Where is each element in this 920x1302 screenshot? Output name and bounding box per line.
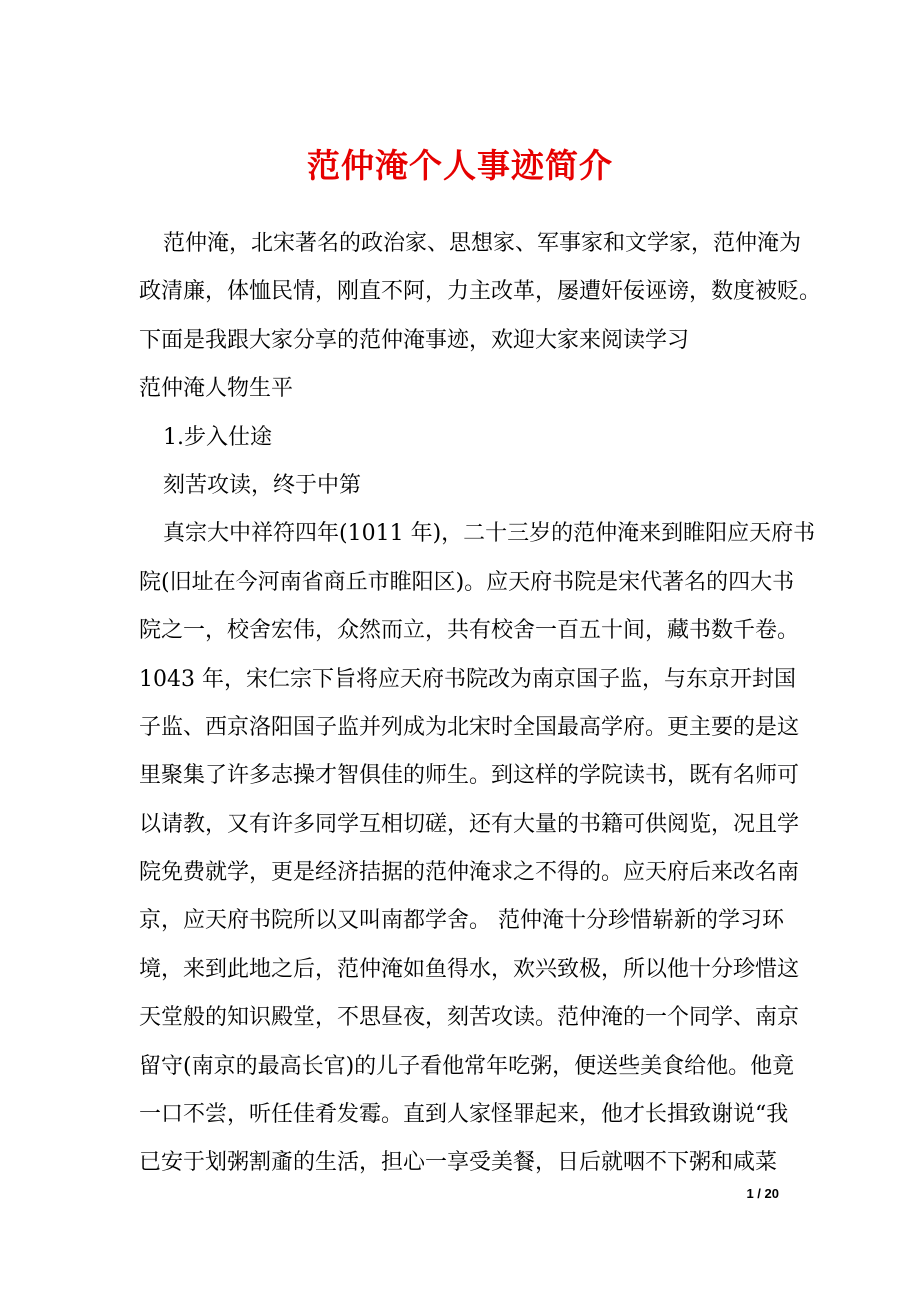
paragraph-line: 院(旧址在今河南省商丘市睢阳区)。应天府书院是宋代著名的四大书 — [139, 569, 795, 595]
page-indicator: 1 / 20 — [746, 1186, 779, 1201]
paragraph-line: 政清廉，体恤民情，刚直不阿，力主改革，屡遭奸佞诬谤，数度被贬。 — [139, 279, 822, 305]
paragraph-line: 里聚集了许多志操才智俱佳的师生。到这样的学院读书，既有名师可 — [139, 763, 800, 789]
paragraph-line: 子监、西京洛阳国子监并列成为北宋时全国最高学府。更主要的是这 — [139, 714, 800, 740]
subsection-heading: 1.步入仕途 — [163, 424, 272, 450]
section-heading: 范仲淹人物生平 — [139, 376, 294, 402]
document-body — [139, 220, 822, 1188]
paragraph-line: 院之一，校舍宏伟，众然而立，共有校舍一百五十间，藏书数千卷。 — [139, 618, 800, 644]
paragraph-line: 1043 年，宋仁宗下旨将应天府书院改为南京国子监，与东京开封国 — [139, 666, 796, 692]
paragraph-line: 境，来到此地之后，范仲淹如鱼得水，欢兴致极，所以他十分珍惜这 — [139, 956, 800, 982]
subsection-subtitle: 刻苦攻读，终于中第 — [163, 472, 362, 498]
paragraph-line: 以请教，又有许多同学互相切磋，还有大量的书籍可供阅览，况且学 — [139, 811, 800, 837]
paragraph-line: 院免费就学，更是经济拮据的范仲淹求之不得的。应天府后来改名南 — [139, 860, 800, 886]
paragraph-line: 京，应天府书院所以又叫南都学舍。 范仲淹十分珍惜崭新的学习环 — [139, 908, 784, 934]
paragraph-line: 真宗大中祥符四年(1011 年)，二十三岁的范仲淹来到睢阳应天府书 — [163, 521, 816, 547]
paragraph-line: 留守(南京的最高长官)的儿子看他常年吃粥，便送些美食给他。他竟 — [139, 1053, 795, 1079]
paragraph-line: 下面是我跟大家分享的范仲淹事迹，欢迎大家来阅读学习 — [139, 327, 690, 353]
paragraph-line: 已安于划粥割齑的生活，担心一享受美餐，日后就咽不下粥和咸菜 — [139, 1150, 778, 1176]
document-title: 范仲淹个人事迹简介 — [307, 146, 613, 185]
paragraph-line: 天堂般的知识殿堂，不思昼夜，刻苦攻读。范仲淹的一个同学、南京 — [139, 1005, 800, 1031]
paragraph-line: 范仲淹，北宋著名的政治家、思想家、军事家和文学家，范仲淹为 — [163, 231, 802, 256]
paragraph-line: 一口不尝，听任佳肴发霉。直到人家怪罪起来，他才长揖致谢说“我 — [139, 1102, 789, 1128]
